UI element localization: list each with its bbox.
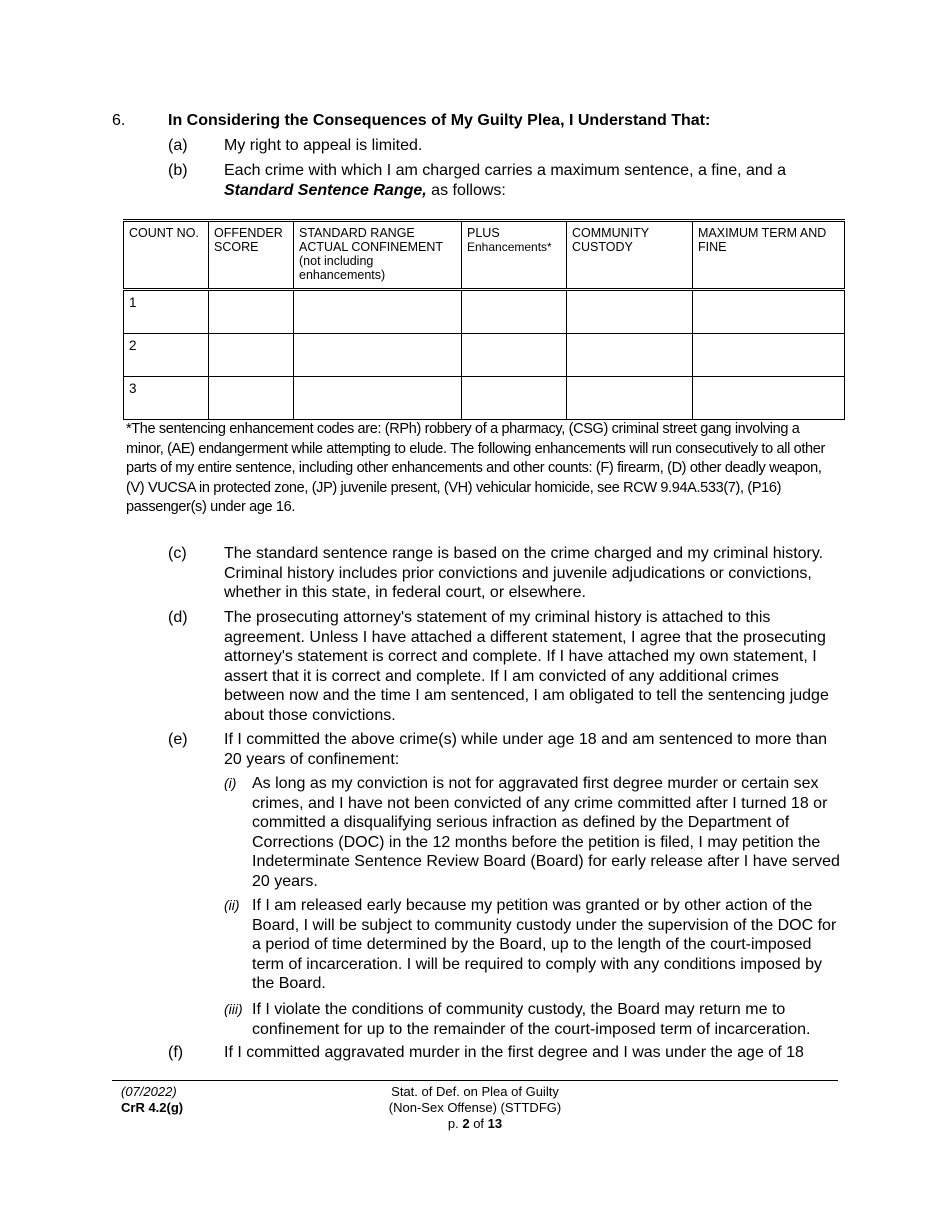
empty-cell[interactable] [693,377,845,420]
empty-cell[interactable] [294,290,462,334]
table-row [124,290,845,334]
subitem-iii-text: If I violate the conditions of community custody, the Board may return me to confinement for up to the remainder of the court-imposed term of incarceration. [252,1001,811,1038]
empty-cell[interactable] [693,290,845,334]
header-standard-range-sub: (not including enhancements) [299,254,386,282]
item-c-label: (c) [168,545,187,562]
footer-left [121,1084,183,1116]
footer-page-of: of [469,1116,488,1131]
item-b-text-after: as follows: [426,181,506,199]
empty-cell[interactable] [294,377,462,420]
footer-page [330,1116,620,1132]
header-enhancements: Enhancements* [467,240,552,254]
empty-cell[interactable] [567,334,693,377]
table-row [124,377,845,420]
footer-center [330,1084,620,1132]
footer-rule: CrR 4.2(g) [121,1100,184,1115]
item-a-text: My right to appeal is limited. [224,137,423,154]
header-community-custody: COMMUNITY CUSTODY [567,221,693,290]
empty-cell[interactable] [462,290,567,334]
count-cell: 2 [124,334,209,377]
item-b-emphasis: Standard Sentence Range, [224,181,427,199]
section-number: 6. [112,112,126,129]
header-offender-score: OFFENDER SCORE [209,221,294,290]
header-maximum-term: MAXIMUM TERM AND FINE [693,221,845,290]
item-f-label: (f) [168,1044,184,1061]
subitem-i-label: (i) [224,775,237,791]
item-e-text: If I committed the above crime(s) while under age 18 and am sentenced to more than 20 years of confinement: [224,731,827,768]
subitem-iii-label: (iii) [224,1001,243,1017]
item-d-text: The prosecuting attorney's statement of my criminal history is attached to this agreement. Unless I have attached a different statement, I agree that the prosecuting attorney's statement is correct and complete. If I have attached my own statement, I assert that it is correct and complete. If I am convicted of any additional crimes between now and the time I am sentenced, I am obligated to tell the sentencing judge about those convictions. [224,609,829,724]
empty-cell[interactable] [209,290,294,334]
count-cell: 1 [124,290,209,334]
empty-cell[interactable] [462,377,567,420]
empty-cell[interactable] [567,377,693,420]
item-b-text-before: Each crime with which I am charged carries a maximum sentence, a fine, and a [224,162,787,179]
empty-cell[interactable] [209,334,294,377]
header-standard-range [294,221,462,290]
empty-cell[interactable] [462,334,567,377]
footer-title-line2: (Non-Sex Offense) (STTDFG) [388,1100,562,1115]
footer-page-total: 13 [487,1116,503,1131]
empty-cell[interactable] [693,334,845,377]
item-e-label: (e) [168,731,188,748]
subitem-ii-label: (ii) [224,897,240,913]
count-cell: 3 [124,377,209,420]
item-f-text: If I committed aggravated murder in the first degree and I was under the age of 18 [224,1044,804,1061]
footer-page-prefix: p. [447,1116,463,1131]
subitem-ii-text: If I am released early because my petition was granted or by other action of the Board, I will be subject to community custody under the supervision of the DOC for a period of time determined by the Board, up to the length of the court-imposed term of incarceration. I will be required to comply with any conditions imposed by the Board. [252,897,837,993]
footer-title-line1: Stat. of Def. on Plea of Guilty [391,1084,559,1099]
footer-divider [112,1080,838,1081]
footer-page-current: 2 [462,1116,470,1131]
header-plus: PLUS [467,226,500,240]
item-b-text [224,161,839,200]
enhancement-footnote: *The sentencing enhancement codes are: (RPh) robbery of a pharmacy, (CSG) criminal street gang involving a minor, (AE) endangerment while attempting to elude. The following enhancements will run consecutively to all other parts of my entire sentence, including other enhancements and other counts: (F) firearm, (D) other deadly weapon, (V) VUCSA in protected zone, (JP) juvenile present, (VH) vehicular homicide, see RCW 9.94A.533(7), (P16) passenger(s) under age 16. [126,421,825,515]
empty-cell[interactable] [209,377,294,420]
section-title: In Considering the Consequences of My Guilty Plea, I Understand That: [168,112,711,129]
item-d-label: (d) [168,609,188,626]
table-row [124,334,845,377]
empty-cell[interactable] [567,290,693,334]
header-count: COUNT NO. [124,221,209,290]
item-a-label: (a) [168,137,188,154]
header-plus-enhancements [462,221,567,290]
item-b-label: (b) [168,162,188,179]
header-standard-range-main: STANDARD RANGE ACTUAL CONFINEMENT [299,226,443,254]
footer-date: (07/2022) [121,1084,177,1099]
empty-cell[interactable] [294,334,462,377]
subitem-i-text: As long as my conviction is not for aggravated first degree murder or certain sex crimes, and I have not been convicted of any crime committed after I turned 18 or committed a disqualifying serious infraction as defined by the Department of Corrections (DOC) in the 12 months before the petition is filed, I may petition the Indeterminate Sentence Review Board (Board) for early release after I have served 20 years. [252,775,840,890]
sentence-table [123,219,845,420]
item-c-text: The standard sentence range is based on the crime charged and my criminal history. Criminal history includes prior convictions and juvenile adjudications or convictions, whether in this state, in federal court, or elsewhere. [224,545,824,602]
